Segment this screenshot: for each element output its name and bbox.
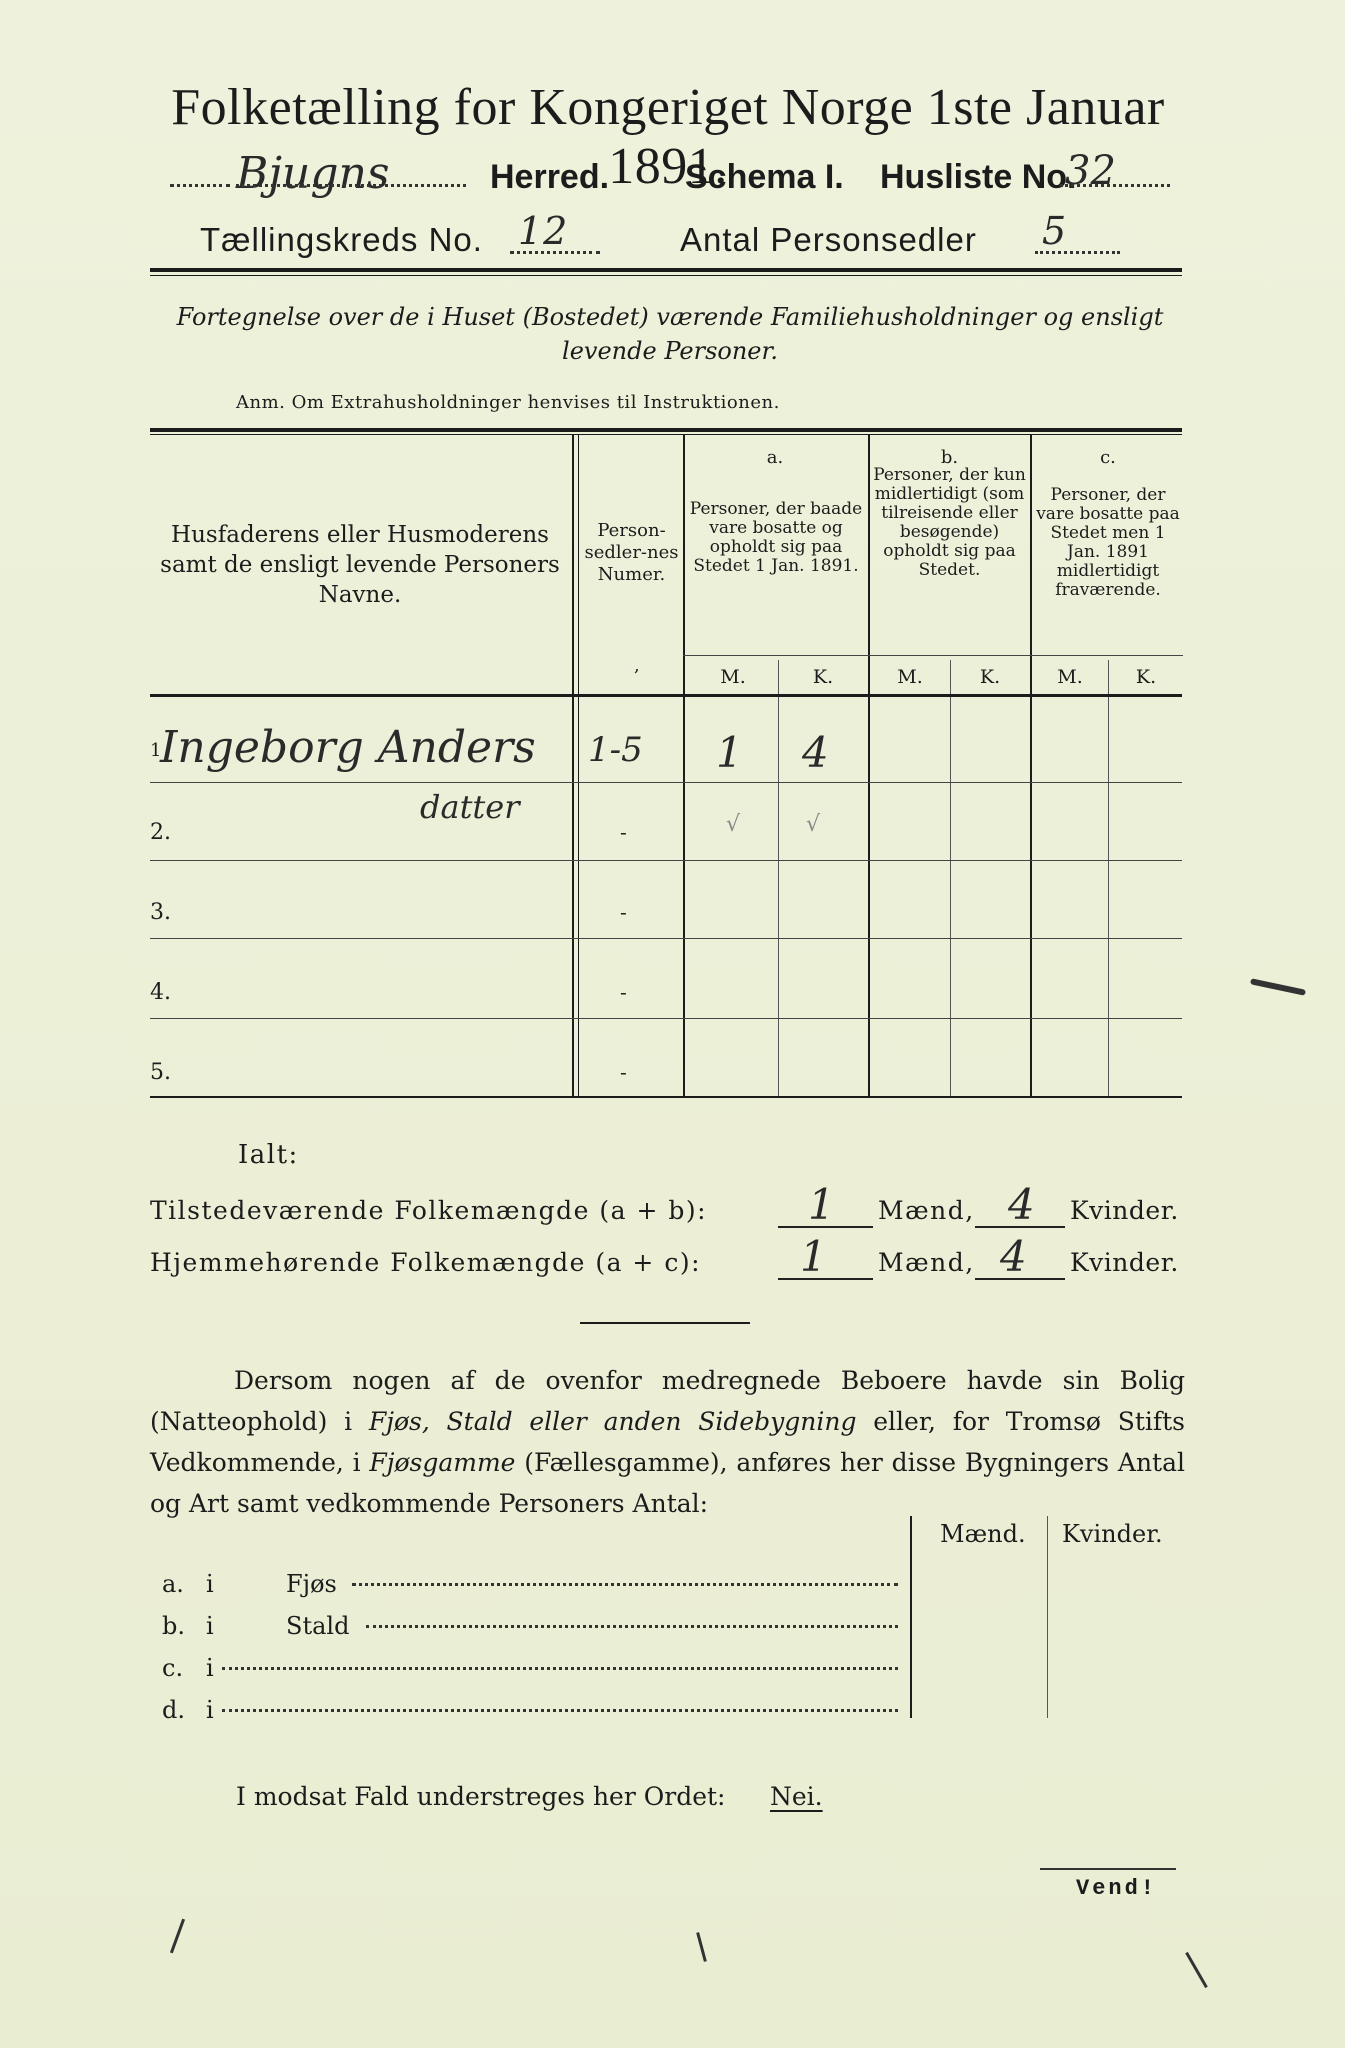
mk-rule: [683, 655, 1183, 656]
herred-name: Bjugns: [236, 148, 390, 199]
label-m: M.: [1057, 666, 1083, 688]
seddel-numer: -: [620, 900, 627, 924]
dotted-leader: [236, 184, 466, 187]
mk-divider: [1108, 660, 1109, 1096]
husliste-number: 32: [1065, 148, 1116, 194]
dotted-leader: [222, 1667, 898, 1670]
paragraph-italic: Fjøsgamme: [369, 1448, 516, 1477]
person-name-cont: datter: [420, 788, 520, 826]
vend-text: Vend!: [1076, 1876, 1158, 1901]
mk-divider: [950, 660, 951, 1096]
kvinder-header: Kvinder.: [1062, 1520, 1163, 1548]
header-rule: [150, 268, 1182, 272]
maend-header: Mænd.: [940, 1520, 1026, 1548]
paragraph-italic: Fjøs, Stald eller anden Sidebygning: [368, 1407, 857, 1436]
building-letter: a.: [162, 1570, 184, 1598]
col-divider: [578, 434, 579, 1096]
intro-text: Fortegnelse over de i Huset (Bostedet) værende Familiehusholdninger og ensligt levende Personer.: [176, 303, 1164, 365]
building-letter: c.: [162, 1654, 184, 1682]
col-header-a: Personer, der baade vare bosatte og opholdt sig paa Stedet 1 Jan. 1891.: [689, 499, 863, 576]
col-divider: [572, 434, 574, 1096]
stray-mark: [696, 1932, 707, 1962]
nei-word: Nei.: [770, 1782, 823, 1811]
col-header-c: Personer, der vare bosatte paa Stedet men 1 Jan. 1891 midlertidigt fraværende.: [1036, 485, 1180, 600]
count-a-k: 4: [802, 728, 829, 777]
col-a-letter: a.: [766, 447, 784, 468]
section-divider: [580, 1322, 750, 1324]
dotted-leader: [510, 251, 600, 254]
building-i: i: [206, 1570, 214, 1598]
dotted-leader: [352, 1583, 898, 1586]
row-number: 5.: [150, 1060, 171, 1085]
row-rule: [150, 782, 1182, 783]
tilst-maend: 1: [808, 1180, 835, 1229]
building-label: Fjøs: [286, 1570, 337, 1598]
col-divider: [868, 434, 870, 1096]
building-i: i: [206, 1696, 214, 1724]
paragraph-text: eller, for Tromsø Stifts Vedkommende, i: [150, 1407, 1185, 1477]
row-rule: [150, 1018, 1182, 1019]
herred-label: Herred.: [490, 158, 610, 196]
maend-label: Mænd,: [878, 1196, 975, 1225]
kreds-number: 12: [518, 209, 569, 253]
col-c-letter: c.: [1100, 447, 1116, 468]
tilst-label: Tilstedeværende Folkemængde (a + b):: [150, 1196, 708, 1225]
vend-rule: [1040, 1868, 1176, 1870]
col-divider: [910, 1516, 912, 1718]
building-label: Stald: [286, 1612, 350, 1640]
building-letter: b.: [162, 1612, 185, 1640]
building-letter: d.: [162, 1696, 185, 1724]
hjem-kvinder: 4: [1000, 1232, 1027, 1281]
stray-mark: [170, 1919, 185, 1954]
label-m: M.: [897, 666, 923, 688]
anm-note: Anm. Om Extrahusholdninger henvises til Instruktionen.: [236, 392, 780, 413]
col-header-names: Husfaderens eller Husmoderens samt de ensligt levende Personers Navne.: [160, 522, 560, 608]
husliste-label: Husliste No.: [880, 158, 1077, 196]
row-number: 1: [150, 740, 162, 761]
seddel-numer: -: [620, 980, 627, 1004]
label-k: K.: [1135, 666, 1157, 688]
row-number: 3.: [150, 900, 171, 925]
col-header-numer: Person-sedler-nes Numer.: [584, 520, 679, 585]
dotted-leader: [170, 184, 230, 187]
tilst-kvinder: 4: [1008, 1180, 1035, 1229]
col-divider: [1047, 1516, 1048, 1718]
tick-mark: ,: [634, 655, 640, 676]
count-a-m: 1: [716, 728, 743, 777]
schema-label: Schema I.: [685, 158, 844, 196]
pen-mark: [1250, 978, 1306, 996]
label-k: K.: [812, 666, 834, 688]
ialt-label: Ialt:: [238, 1140, 299, 1170]
col-divider: [683, 434, 685, 1096]
header-bottom-rule: [150, 694, 1182, 697]
check-mark-a-m: √: [726, 812, 741, 837]
table-top-rule-thin: [150, 434, 1182, 435]
seddel-numer: 1-5: [588, 730, 643, 770]
row-rule: [150, 938, 1182, 939]
row-number: 4.: [150, 980, 171, 1005]
dotted-leader: [1035, 251, 1120, 254]
person-name: Ingeborg Anders: [160, 722, 536, 773]
maend-label: Mænd,: [878, 1248, 975, 1277]
antal-value: 5: [1042, 209, 1068, 253]
kvinder-label: Kvinder.: [1070, 1248, 1179, 1277]
seddel-numer: -: [620, 820, 627, 844]
paragraph-text: (Fællesgamme), anføres her disse Bygningers Antal og Art samt vedkommende Personers Antal:: [150, 1448, 1185, 1518]
mk-divider: [778, 660, 779, 1096]
table-bottom-rule: [150, 1096, 1182, 1098]
row-number: 2.: [150, 820, 171, 845]
col-divider: [1030, 434, 1032, 1096]
modsat-text: I modsat Fald understreges her Ordet:: [236, 1782, 726, 1811]
dotted-leader: [222, 1709, 898, 1712]
instructions-paragraph: [150, 1360, 1185, 1524]
dotted-leader: [1060, 184, 1170, 187]
kvinder-label: Kvinder.: [1070, 1196, 1179, 1225]
check-mark-a-k: √: [806, 812, 821, 837]
kreds-line: [200, 209, 1150, 265]
seddel-numer: -: [620, 1060, 627, 1084]
col-header-b: Personer, der kun midlertidigt (som tilreisende eller besøgende) opholdt sig paa Stedet.: [873, 465, 1026, 580]
header-rule-thin: [150, 275, 1182, 276]
table-top-rule: [150, 428, 1182, 432]
building-i: i: [206, 1612, 214, 1640]
label-k: K.: [979, 666, 1001, 688]
hjem-label: Hjemmehørende Folkemængde (a + c):: [150, 1248, 701, 1277]
stray-mark: [1185, 1952, 1208, 1988]
row-rule: [150, 860, 1182, 861]
form-title: Folketælling for Kongeriget Norge 1ste Januar 1891.: [171, 79, 1165, 195]
kreds-label: Tællingskreds No.: [200, 221, 483, 258]
antal-label: Antal Personsedler: [680, 221, 977, 258]
paragraph-text: Dersom nogen af de ovenfor medregnede Beboere havde sin Bolig (Natteophold) i: [150, 1366, 1185, 1436]
dotted-leader: [366, 1625, 898, 1628]
hjem-maend: 1: [800, 1232, 827, 1281]
label-m: M.: [720, 666, 746, 688]
building-i: i: [206, 1654, 214, 1682]
col-b-letter: b.: [940, 447, 959, 468]
herred-line: [160, 150, 1190, 210]
